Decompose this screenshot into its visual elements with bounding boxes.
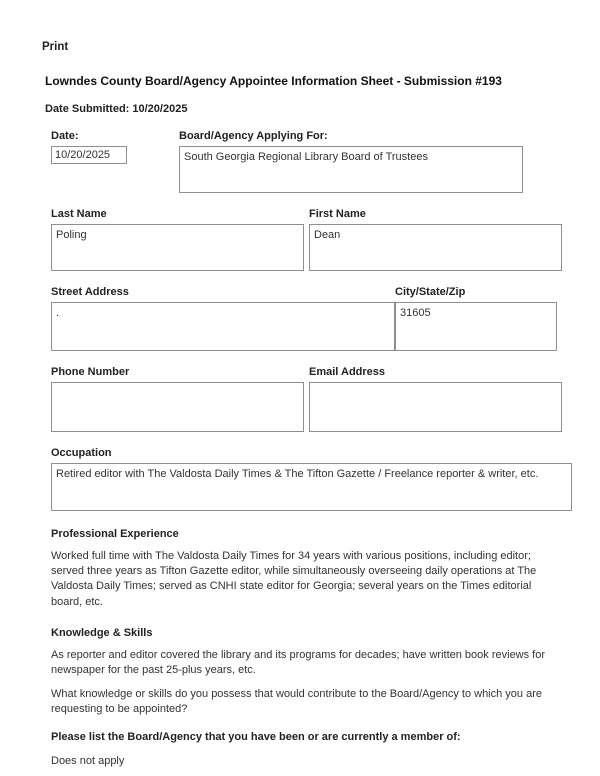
last-name-label: Last Name	[51, 208, 107, 220]
row-occupation	[51, 447, 572, 511]
membership-heading: Please list the Board/Agency that you have been or are currently a member of:	[51, 731, 461, 744]
occupation-label: Occupation	[51, 447, 112, 459]
page-title: Lowndes County Board/Agency Appointee Information Sheet - Submission #193	[45, 74, 502, 88]
date-input[interactable]	[51, 146, 127, 164]
first-name-label: First Name	[309, 208, 366, 220]
board-agency-label: Board/Agency Applying For:	[179, 130, 328, 142]
phone-number-input[interactable]	[51, 382, 304, 432]
email-address-input[interactable]	[309, 382, 562, 432]
professional-experience-heading: Professional Experience	[51, 528, 179, 540]
knowledge-skills-heading: Knowledge & Skills	[51, 626, 153, 639]
membership-answer: Does not apply	[51, 755, 125, 768]
occupation-input[interactable]	[51, 463, 572, 511]
city-state-zip-label: City/State/Zip	[395, 286, 466, 298]
knowledge-skills-answer: As reporter and editor covered the library and its programs for decades; have written book reviews for newspaper for the past 25-plus years, etc.	[51, 648, 546, 676]
board-agency-input[interactable]	[179, 146, 523, 193]
row-contact	[51, 366, 572, 432]
print-button[interactable]: Print	[42, 41, 69, 53]
row-address	[51, 286, 572, 351]
knowledge-skills-question: What knowledge or skills do you possess that would contribute to the Board/Agency to which you are requesting to be appointed?	[51, 688, 542, 716]
appointee-form	[51, 130, 572, 767]
row-date-board	[51, 130, 572, 193]
date-submitted-text: Date Submitted: 10/20/2025	[45, 103, 188, 115]
last-name-input[interactable]	[51, 224, 304, 271]
city-state-zip-input[interactable]	[395, 302, 557, 351]
street-address-input[interactable]	[51, 302, 395, 351]
phone-number-label: Phone Number	[51, 366, 130, 378]
email-address-label: Email Address	[309, 366, 386, 378]
professional-experience-text: Worked full time with The Valdosta Daily Times for 34 years with various positions, including editor; served three years as Tifton Gazette editor, while simultaneously overseeing daily operations at The Valdosta Daily Times; served as CNHI state editor for Georgia; several years on the Times editorial board, etc.	[51, 550, 537, 608]
first-name-input[interactable]	[309, 224, 562, 271]
street-address-label: Street Address	[51, 286, 129, 298]
row-name	[51, 208, 572, 271]
date-label: Date:	[51, 130, 79, 142]
